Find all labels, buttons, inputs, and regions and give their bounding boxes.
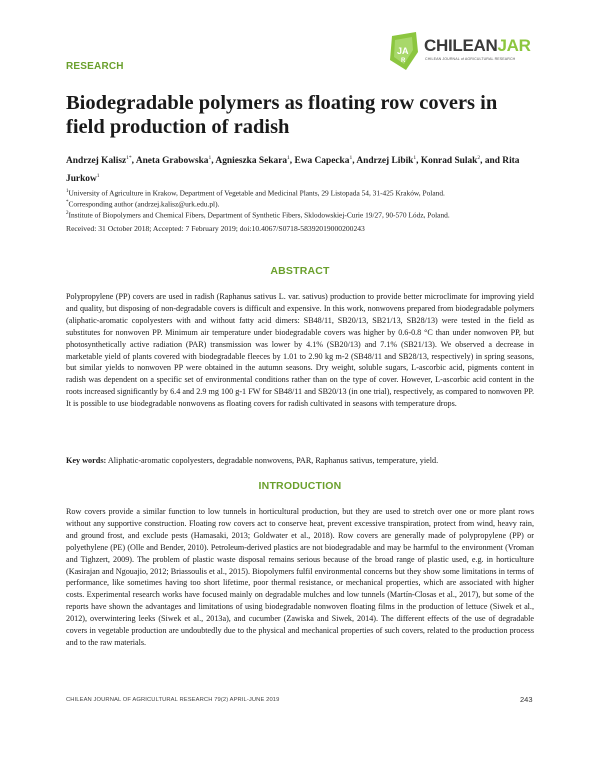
abstract-text: Polypropylene (PP) covers are used in radish (Raphanus sativus L. var. sativus) production to provide better microclimate for improving yield and quality, but disposing of non-degradable covers is difficult and expensive. In this work, nonwovens prepared from biodegradable polymers (aliphatic-aromatic copolyesters with and without fatty acid dimers: SB48/11, SB20/13, SB21/13, SB28/13) were tested in the field as substitutes for nonwoven PP. Minimum air temperature under biodegradable covers was higher by 0.6-0.8 °C than under nonwoven PP, but photosynthetically active radiation (PAR) transmission was lower by 4.1% (SB20/13) and 7.1% (SB21/13). We observed a decrease in marketable yield of plants covered with biodegradable fleeces by 1.01 to 2.90 kg m-2 (SB48/11 and SB28/13, respectively) in spring seasons, but similar yields to nonwoven PP were obtained in the autumn seasons. Dry weight, soluble sugars, L-ascorbic acid, pigments content in radish was dependent on a specific set of environmental conditions rather than on the type of cover. However, L-ascorbic acid content in the roots increased significantly by 6.4 and 2.9 mg 100 g-1 FW for SB48/11 and SB20/13 (in one trial), respectively, as compared to nonwoven PP. It is possible to use biodegradable nonwovens as floating covers for radish cultivated in seasons with temperature drops. bbox=[66, 292, 534, 409]
author-mark: 1 bbox=[208, 155, 212, 161]
author-name: Aneta Grabowska bbox=[135, 156, 209, 167]
section-label: RESEARCH bbox=[66, 61, 124, 72]
author-mark: 1 bbox=[349, 155, 353, 161]
author-mark: 1 bbox=[287, 155, 290, 161]
affiliation: $^2$Institute of Biopolymers and Chemical Fibers, Department of Synthetic Fibers, Sklodowskiej-Curie 19/27, 90-570 Lódz, Poland. bbox=[66, 210, 450, 220]
author-name: Konrad Sulak bbox=[420, 156, 478, 167]
affiliation: $^1$University of Agriculture in Krakow, Department of Vegetable and Medicinal Plants, 29 Listopada 54, 31-425 Kraków, Poland. bbox=[66, 188, 445, 198]
journal-logo bbox=[388, 30, 538, 72]
article-title: Biodegradable polymers as floating row covers in field production of radish bbox=[66, 92, 498, 138]
logo-wordmark: CHILEANJAR bbox=[424, 36, 531, 55]
introduction-text: Row covers provide a similar function to low tunnels in horticultural production, but they are used to stretch over one or more plant rows without any supportive construction. Floating row covers act to conserve heat, prevent excessive transpiration, protect from wind, heavy rain, and ground frost, and exclude pests (Hamasaki, 2013; Goldwater et al., 2018). Row covers are generally made of polypropylene (PP) or polyethylene (PE) (Olle and Bender, 2010). Petroleum-derived plastics are not biodegradable and may be harmful to the environment (Vroman and Tighzert, 2009). The problem of plastic waste disposal remains serious because of the broad range of plastic used, e.g. in horticulture (Kasirajan and Ngouajio, 2012; Briassoulis et al., 2015). Biopolymers fulfil environmental concerns but they show some limitations in terms of performance, like sometimes having too short lifetime, poor thermal resistance, or mechanical properties, which are associated with higher costs. Experimental research works have focused mainly on degradable mulches and low tunnels (Martín-Closas et al., 2017), but some of the reports have shown the advantages and limitations of using biodegradable nonwoven floating films in the production of lettuce (Siwek et al., 2012), overwintering leeks (Siwek et al., 2013a), and cucumber (Zawiska and Siwek, 2014). The different effects of the use of degradable covers in vegetable production are undoubtedly due to the physical and mechanical properties of such covers, related to the production process and to the raw materials. bbox=[66, 507, 534, 647]
chilean-jar-leaf-icon bbox=[388, 30, 420, 72]
keywords-text: Aliphatic-aromatic copolyesters, degradable nonwovens, PAR, Raphanus sativus, temperature, yield. bbox=[107, 456, 439, 465]
introduction-heading: INTRODUCTION bbox=[258, 480, 342, 492]
keywords bbox=[66, 456, 534, 465]
logo-tagline: CHILEAN JOURNAL of AGRICULTURAL RESEARCH bbox=[425, 57, 516, 61]
author-name: Rita Jurkow bbox=[66, 156, 520, 185]
author-name: Andrzej Kalisz bbox=[66, 156, 127, 167]
corresponding-author: *Corresponding author (andrzej.kalisz@urk.edu.pl). bbox=[66, 199, 220, 209]
author-mark: 2 bbox=[477, 155, 481, 161]
author-mark: 1* bbox=[126, 155, 132, 161]
footer-journal: CHILEAN JOURNAL OF AGRICULTURAL RESEARCH 79(2) APRIL-JUNE 2019 bbox=[66, 697, 280, 703]
author-mark: 1 bbox=[96, 173, 100, 180]
author-list: Andrzej Kalisz$^{1*}$, Aneta Grabowska$^1$, Agnieszka Sekara$^1$, Ewa Capecka$^1$, Andrzej Libik$^1$, Konrad Sulak$^2$, and Rita Jurkow$^1$ bbox=[66, 155, 520, 185]
author-name: Andrzej Libik bbox=[356, 156, 414, 167]
author-mark: 1 bbox=[413, 155, 417, 161]
keywords-label: Key words: bbox=[66, 456, 107, 465]
article-dates: Received: 31 October 2018; Accepted: 7 February 2019; doi:10.4067/S0718-58392019000200243 bbox=[66, 224, 365, 233]
page-number: 243 bbox=[520, 695, 533, 704]
author-name: Ewa Capecka bbox=[294, 156, 350, 167]
svg-text:R: R bbox=[401, 58, 406, 64]
author-name: Agnieszka Sekara bbox=[215, 156, 288, 167]
svg-text:JA: JA bbox=[397, 46, 409, 56]
abstract-heading: ABSTRACT bbox=[270, 265, 330, 277]
